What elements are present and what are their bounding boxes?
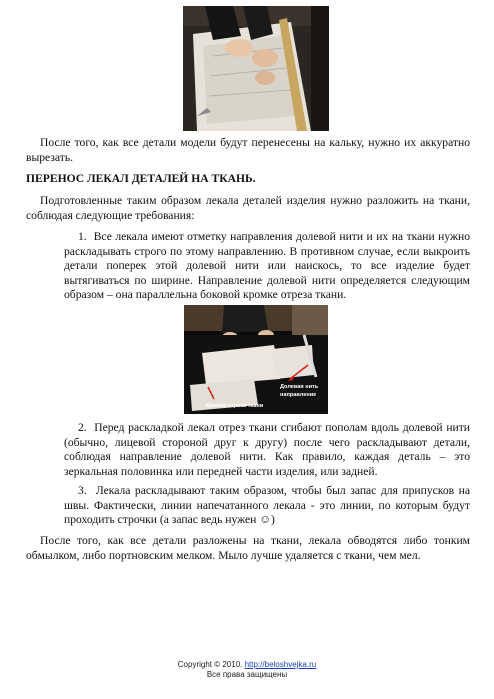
list-number: 2. bbox=[78, 421, 87, 434]
paragraph-requirements: Подготовленные таким образом лекала деталей изделия нужно разложить на ткани, соблюдая следующие требования: bbox=[26, 194, 470, 222]
page-footer bbox=[0, 660, 494, 680]
section-heading: ПЕРЕНОС ЛЕКАЛ ДЕТАЛЕЙ НА ТКАНЬ. bbox=[26, 172, 256, 185]
paragraph-cut-out: После того, как все детали модели будут перенесены на кальку, нужно их аккуратно вырезать. bbox=[26, 136, 470, 164]
paragraph-tracing: После того, как все детали разложены на ткани, лекала обводятся либо тонким обмылком, либо портновским мелком. Мыло лучше удаляется с ткани, чем мел. bbox=[26, 534, 470, 562]
site-link[interactable]: http://beloshvejka.ru bbox=[244, 660, 317, 669]
list-text: Все лекала имеют отметку направления долевой нити и их на ткани нужно раскладывать строго по этому направлению. В противном случае, если выкроить детали поперек этой долевой нити или наискось, то все изделие будет вытягиваться по ширине. Направление долевой нити определяется следующим образом – она параллельна боковой кромке отреза ткани. bbox=[64, 230, 470, 302]
label-direction: направление bbox=[280, 392, 317, 398]
list-item bbox=[64, 421, 470, 479]
list-number: 3. bbox=[78, 484, 87, 497]
list-item bbox=[64, 484, 470, 528]
photo-fabric-layout bbox=[184, 305, 328, 414]
list-text: Лекала раскладывают таким образом, чтобы был запас для припусков на швы. Фактически, линии напечатанного лекала - это линии, по которым будут проходить строчки (а запас ведь нужен ☺) bbox=[64, 484, 470, 527]
label-grain-line: Долевая нить bbox=[280, 384, 319, 390]
list-item bbox=[64, 230, 470, 303]
copyright-text: Copyright © 2010. bbox=[177, 660, 245, 669]
list-number: 1. bbox=[78, 230, 87, 243]
list-text: Перед раскладкой лекал отрез ткани сгибают пополам вдоль долевой нити (обычно, лицевой стороной друг к другу) после чего раскладывают детали, соблюдая направление долевой нити. Как правило, каждая деталь – это зеркальная половинка или передней части изделия, или задней. bbox=[64, 421, 471, 478]
label-selvage: Кромка отреза ткани bbox=[206, 403, 264, 409]
rights-text: Все права защищены bbox=[206, 670, 288, 679]
photo-cutting-pattern bbox=[183, 6, 329, 131]
